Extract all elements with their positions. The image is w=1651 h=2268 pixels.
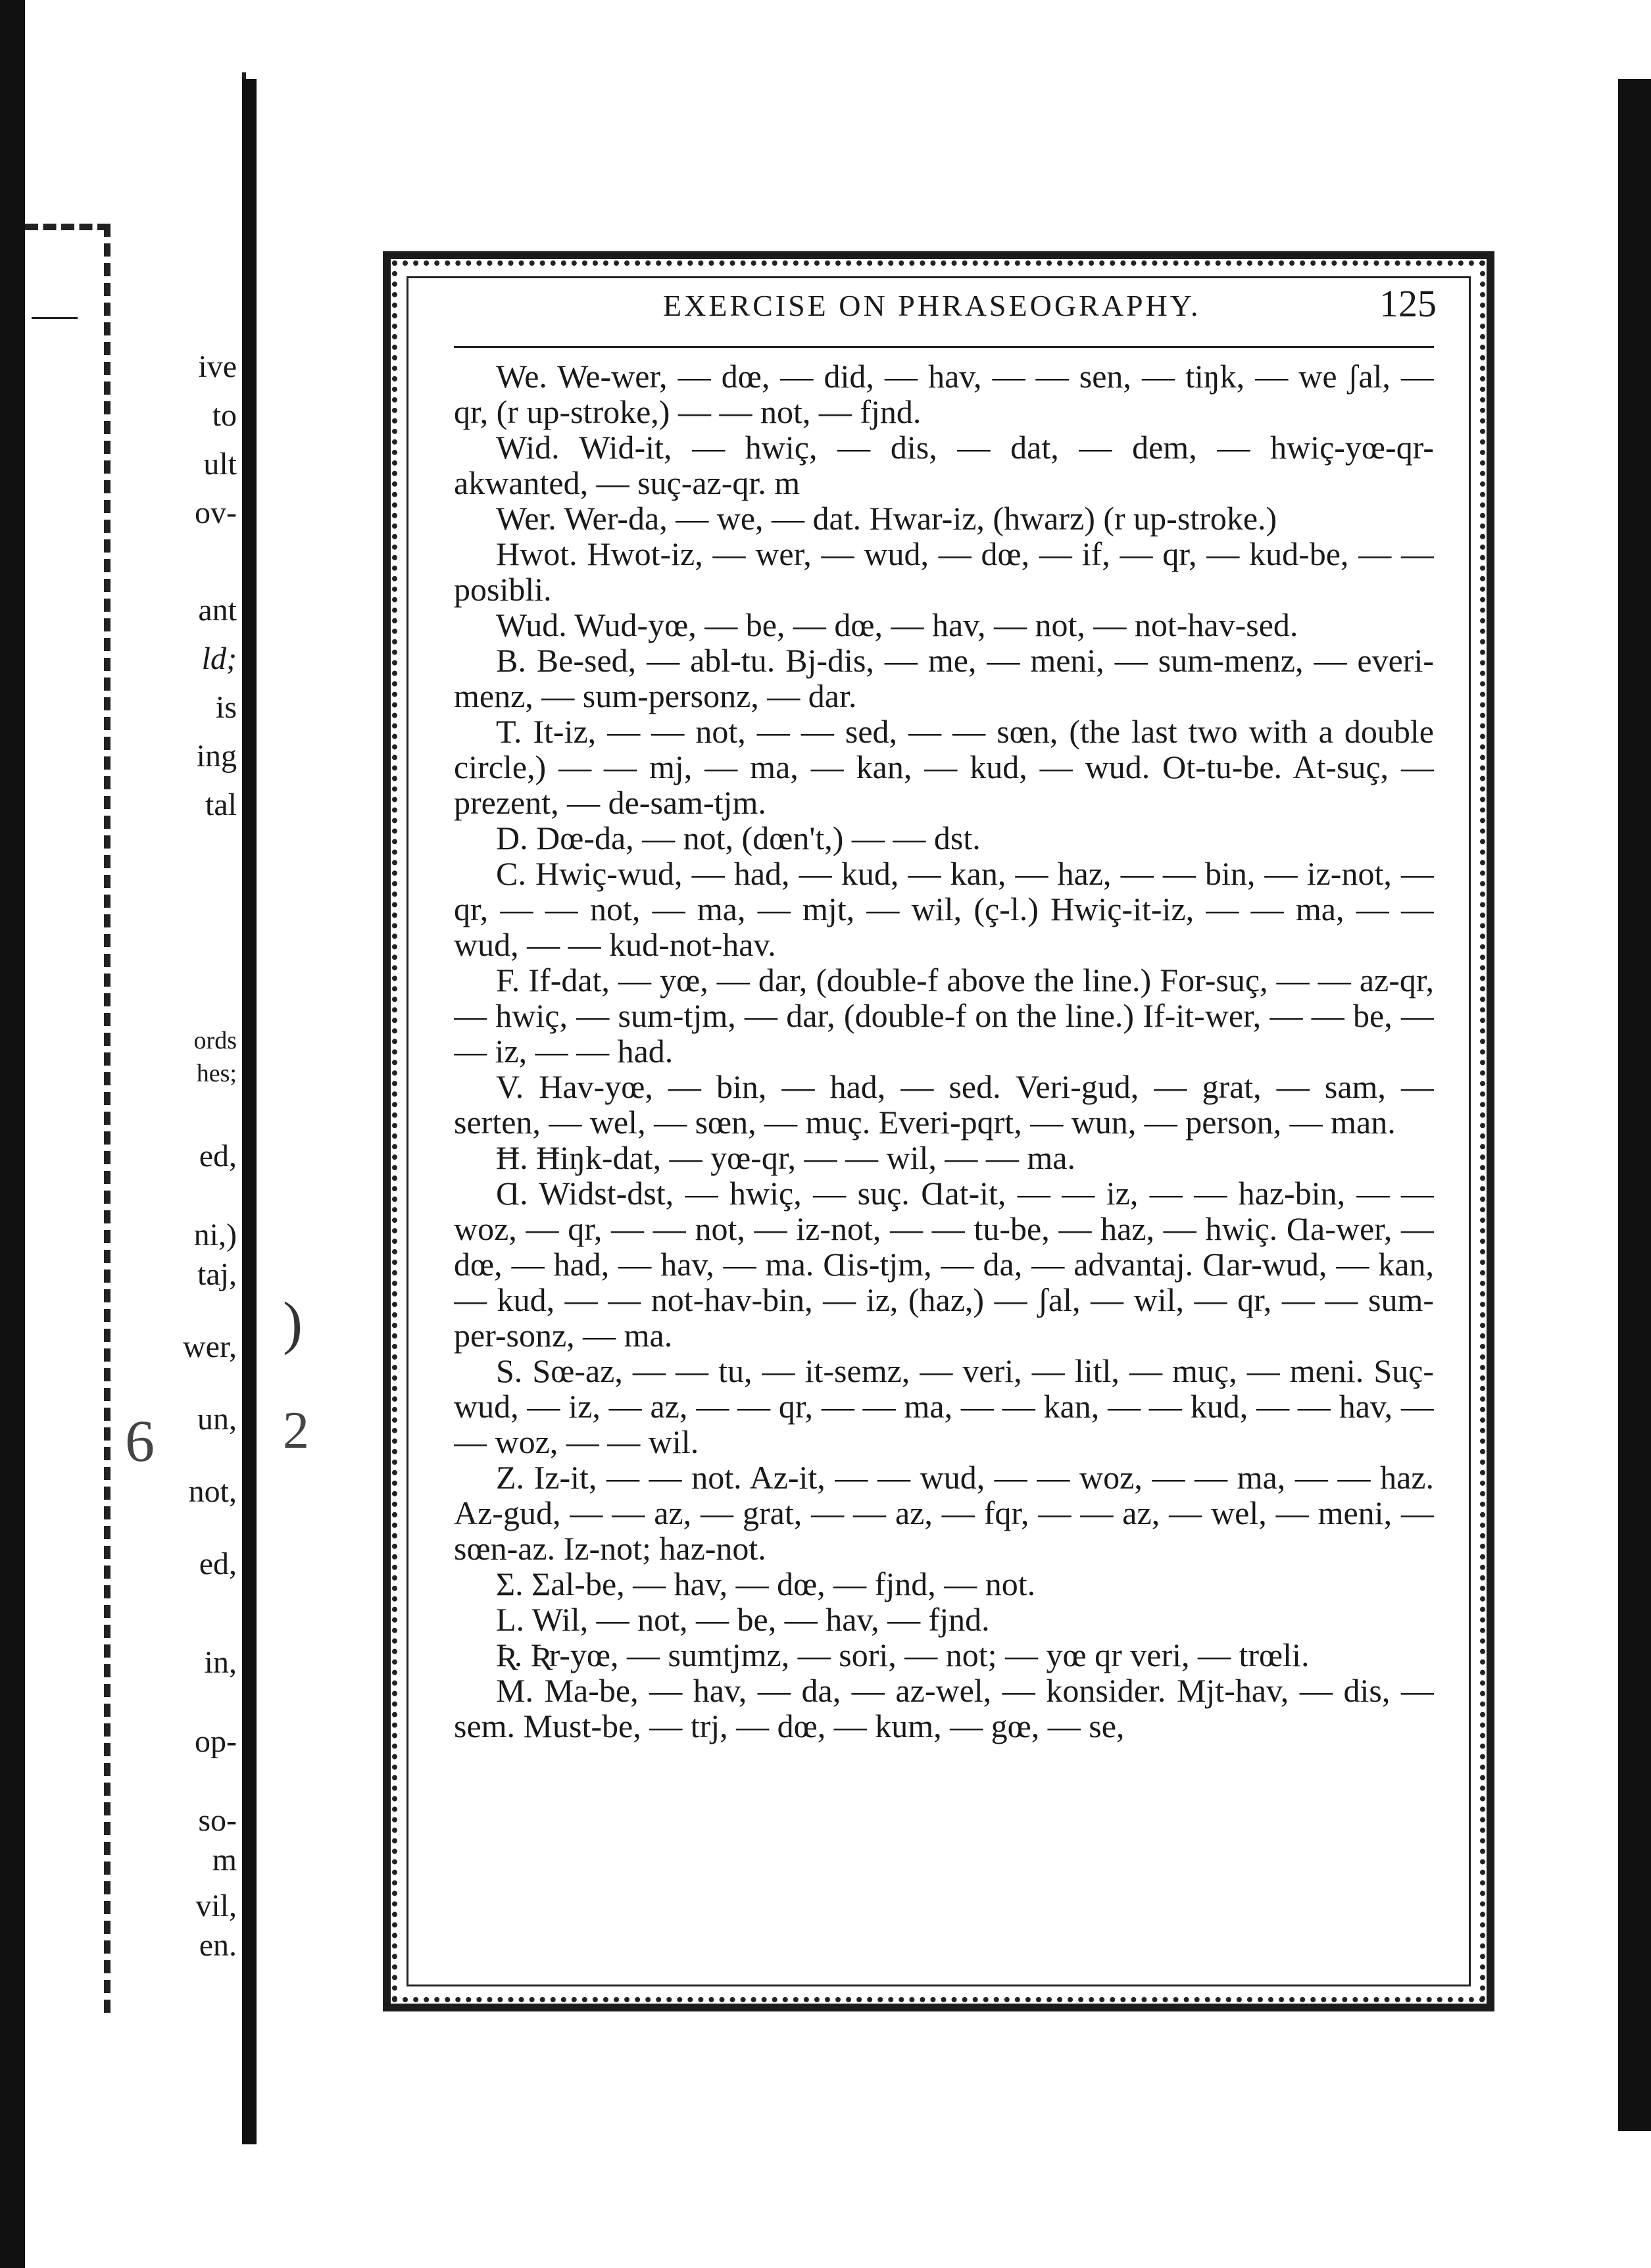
header-rule: [454, 346, 1434, 348]
facing-fragment: in,: [204, 1645, 237, 1680]
paragraph: S. Sœ-az, — — tu, — it-semz, — veri, — litl, — muç, — meni. Suç-wud, — iz, — az, — — qr, — — ma, — — kan, — — kud, — — hav, — — woz, — — wil.: [454, 1352, 1434, 1460]
margin-mark: ): [283, 1291, 303, 1356]
facing-fragment: ni,): [193, 1218, 237, 1252]
facing-fragment: ult: [203, 447, 237, 481]
facing-fragment: ld;: [201, 641, 237, 676]
exercise-text: [454, 358, 1434, 1977]
facing-fragment: so-: [198, 1803, 237, 1838]
facing-fragment: ant: [198, 593, 237, 628]
book-spine: [242, 79, 257, 2144]
right-edge-shadow: [1618, 79, 1651, 2131]
facing-fragment: tal: [205, 787, 237, 822]
paragraph: V. Hav-yœ, — bin, — had, — sed. Veri-gud, — grat, — sam, — serten, — wel, — sœn, — muç. Everi-pqrt, — wun, — person, — man.: [454, 1068, 1434, 1141]
facing-fragment: op-: [195, 1724, 237, 1759]
margin-mark: 6: [125, 1409, 155, 1474]
page-header: [454, 282, 1441, 328]
paragraph: Wud. Wud-yœ, — be, — dœ, — hav, — not, — not-hav-sed.: [496, 606, 1298, 643]
paragraph: Z. Iz-it, — — not. Az-it, — — wud, — — woz, — — ma, — — haz. Az-gud, — — az, — grat, — — az, — fqr, — — az, — wel, — meni, — sœn-az. Iz-not; haz-not.: [454, 1459, 1434, 1567]
facing-fragment: ed,: [199, 1546, 237, 1581]
facing-fragment: taj,: [197, 1257, 237, 1292]
paragraph: We. We-wer, — dœ, — did, — hav, — — sen, — tiŋk, — we ʃal, — qr, (r up-stroke,) — — not, — fjnd.: [454, 358, 1434, 430]
paragraph: Hwot. Hwot-iz, — wer, — wud, — dœ, — if, — qr, — kud-be, — — posibli.: [454, 535, 1434, 608]
paragraph: T. It-iz, — — not, — — sed, — — sœn, (the last two with a double circle,) — — mj, — ma, — kan, — kud, — wud. Ot-tu-be. At-suç, — prezent, — de-sam-tjm.: [454, 713, 1434, 821]
paragraph: Ħ. Ħiŋk-dat, — yœ-qr, — — wil, — — ma.: [496, 1139, 1075, 1176]
facing-page-border: [25, 224, 111, 2013]
facing-fragment: wer,: [182, 1329, 237, 1364]
facing-fragment: vil,: [195, 1888, 237, 1923]
left-edge-shadow: [0, 0, 25, 2268]
facing-page-rule: [32, 317, 78, 319]
facing-fragment: en.: [199, 1928, 237, 1963]
paragraph: D. Dœ-da, — not, (dœn't,) — — dst.: [496, 820, 981, 856]
paragraph: Ʀ. Ʀr-yœ, — sumtjmz, — sori, — not; — yœ qr veri, — trœli.: [496, 1637, 1310, 1673]
facing-fragment: m: [212, 1842, 237, 1877]
page-number: 125: [1379, 282, 1437, 325]
facing-fragment: is: [215, 690, 237, 725]
facing-fragment: ing: [196, 739, 237, 774]
paragraph: Σ. Σal-be, — hav, — dœ, — fjnd, — not.: [496, 1565, 1036, 1602]
paragraph: C. Hwiç-wud, — had, — kud, — kan, — haz, — — bin, — iz-not, — qr, — — not, — ma, — mjt, — wil, (ç-l.) Hwiç-it-iz, — — ma, — — wud, — — kud-not-hav.: [454, 855, 1434, 963]
running-head: EXERCISE ON PHRASEOGRAPHY.: [663, 289, 1201, 322]
paragraph: L. Wil, — not, — be, — hav, — fjnd.: [496, 1601, 990, 1638]
paragraph: Ɑ. Widst-dst, — hwiç, — suç. Ɑat-it, — — iz, — — haz-bin, — — woz, — qr, — — not, — iz-not, — — tu-be, — haz, — hwiç. Ɑa-wer, — dœ, — had, — hav, — ma. Ɑis-tjm, — da, — advantaj. Ɑar-wud, — kan, — kud, — — not-hav-bin, — iz, (haz,) — ʃal, — wil, — qr, — — sum-per-sonz, — ma.: [454, 1175, 1434, 1354]
paragraph: Wer. Wer-da, — we, — dat. Hwar-iz, (hwarz) (r up-stroke.): [496, 500, 1277, 537]
facing-fragment: ive: [198, 349, 237, 384]
paragraph: M. Ma-be, — hav, — da, — az-wel, — konsider. Mjt-hav, — dis, — sem. Must-be, — trj, — dœ, — kum, — gœ, — se,: [454, 1672, 1434, 1744]
facing-fragment: un,: [197, 1402, 237, 1437]
facing-fragment: ov-: [195, 495, 237, 530]
facing-fragment: ords: [193, 1027, 237, 1054]
paragraph: Wid. Wid-it, — hwiç, — dis, — dat, — dem, — hwiç-yœ-qr-akwanted, — suç-az-qr. m: [454, 429, 1434, 501]
facing-fragment: ed,: [199, 1139, 237, 1173]
facing-fragment: not,: [188, 1474, 237, 1509]
facing-fragment: to: [212, 398, 237, 433]
paragraph: F. If-dat, — yœ, — dar, (double-f above the line.) For-suç, — — az-qr, — hwiç, — sum-tjm, — dar, (double-f on the line.) If-it-wer, — — be, — — iz, — — had.: [454, 962, 1434, 1070]
margin-mark: 2: [283, 1402, 309, 1460]
paragraph: B. Be-sed, — abl-tu. Bj-dis, — me, — meni, — sum-menz, — everi-menz, — sum-personz, — dar.: [454, 642, 1434, 714]
facing-fragment: hes;: [196, 1060, 237, 1087]
facing-page: [25, 72, 246, 2013]
